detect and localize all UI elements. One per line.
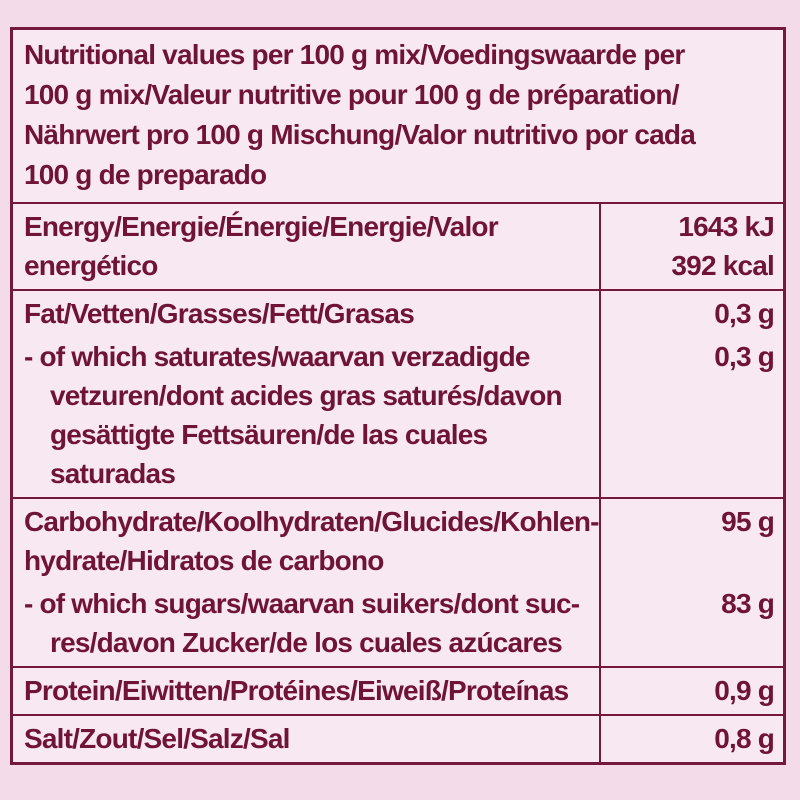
value-line: 0,9 g [714,675,774,706]
label-line: Protein/Eiwitten/Protéines/Eiweiß/Proteínas [24,675,569,706]
label-line: gesättigte Fettsäuren/de las cuales [50,419,488,450]
value-spacer [601,541,774,580]
label-line: hydrate/Hidratos de carbono [24,545,384,576]
label-line: saturadas [50,458,176,489]
table-header [13,30,783,204]
label-line: - of which sugars/waarvan suikers/dont suc- [24,588,580,619]
energy-label [13,204,599,289]
table-row-energy [13,204,783,289]
salt-label [13,716,599,762]
label-line: - of which saturates/waarvan verzadigde [24,341,530,372]
salt-value [599,716,783,762]
value-line: 1643 kJ [678,211,774,242]
nutrition-facts-table [10,27,786,765]
value-line: 83 g [721,588,774,619]
protein-label [13,668,599,714]
label-line: res/davon Zucker/de los cuales azúcares [50,627,562,658]
label-line: Fat/Vetten/Grasses/Fett/Grasas [24,298,414,329]
header-line: 100 g mix/Valeur nutritive pour 100 g de préparation/ [24,79,679,110]
label-line: energético [24,250,158,281]
fat-label [13,291,599,497]
carbohydrate-value [599,499,783,666]
header-line: Nutritional values per 100 g mix/Voedingswaarde per [24,39,685,70]
table-row-protein [13,666,783,714]
value-line: 95 g [721,506,774,537]
label-line: vetzuren/dont acides gras saturés/davon [50,380,562,411]
fat-value [599,291,783,497]
label-line: Energy/Energie/Énergie/Energie/Valor [24,211,498,242]
value-line: 0,3 g [714,298,774,329]
table-row-salt [13,714,783,762]
value-line: 0,8 g [714,723,774,754]
protein-value [599,668,783,714]
header-line: Nährwert pro 100 g Mischung/Valor nutritivo por cada [24,119,695,150]
table-row-fat [13,289,783,497]
carbohydrate-label [13,499,599,666]
energy-value [599,204,783,289]
label-line: Salt/Zout/Sel/Salz/Sal [24,723,290,754]
table-row-carbohydrate [13,497,783,666]
value-line: 0,3 g [714,341,774,372]
label-line: Carbohydrate/Koolhydraten/Glucides/Kohlen- [24,506,599,537]
value-line: 392 kcal [671,250,774,281]
header-line: 100 g de preparado [24,159,267,190]
